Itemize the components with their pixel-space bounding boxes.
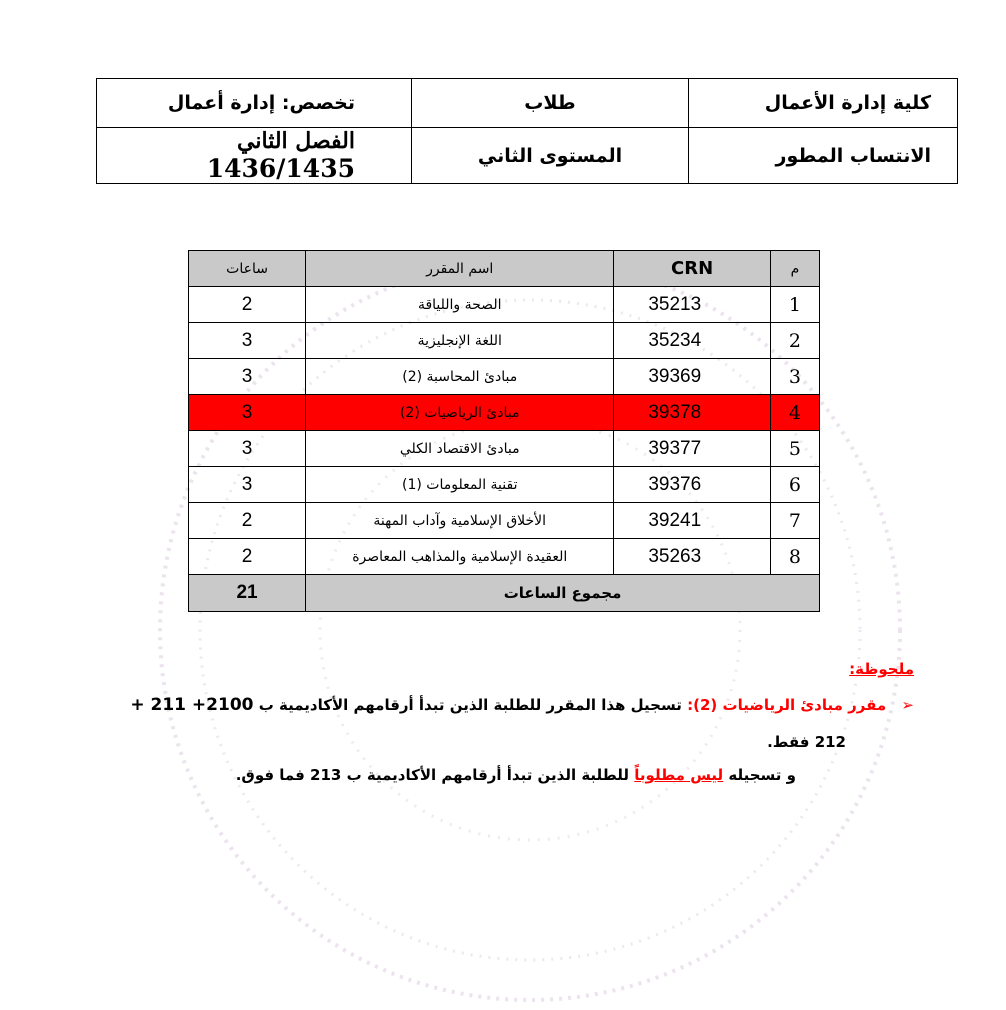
college-cell: كلية إدارة الأعمال bbox=[689, 79, 958, 128]
semester-cell bbox=[97, 128, 412, 184]
total-label: مجموع الساعات bbox=[306, 575, 820, 612]
course-row bbox=[189, 431, 820, 467]
course-name: الأخلاق الإسلامية وآداب المهنة bbox=[306, 503, 614, 539]
note-line3-emphasis: ليس مطلوباً bbox=[634, 766, 724, 784]
course-row bbox=[189, 359, 820, 395]
course-hours: 3 bbox=[189, 395, 306, 431]
course-hours: 3 bbox=[189, 323, 306, 359]
courses-header-row bbox=[189, 251, 820, 287]
note-line1-numbers: 2100+ 211 + bbox=[130, 695, 254, 715]
major-cell: تخصص: إدارة أعمال bbox=[97, 79, 412, 128]
course-crn: 35263 bbox=[614, 539, 771, 575]
note-title: ملحوظة: bbox=[849, 660, 914, 678]
course-index: 8 bbox=[770, 539, 819, 575]
header-table bbox=[96, 78, 958, 184]
course-name: مبادئ المحاسبة (2) bbox=[306, 359, 614, 395]
course-hours: 3 bbox=[189, 467, 306, 503]
course-index: 1 bbox=[770, 287, 819, 323]
course-crn: 35234 bbox=[614, 323, 771, 359]
course-index: 4 bbox=[770, 395, 819, 431]
total-row bbox=[189, 575, 820, 612]
col-header-crn: CRN bbox=[614, 251, 771, 287]
note-line3-prefix: و تسجيله bbox=[728, 766, 796, 784]
col-header-course-name: اسم المقرر bbox=[306, 251, 614, 287]
course-index: 3 bbox=[770, 359, 819, 395]
note-line3-text: للطلبة الذين تبدأ أرقامهم الأكاديمية ب 213 فما فوق. bbox=[235, 766, 630, 784]
course-hours: 2 bbox=[189, 503, 306, 539]
semester-years: 1436/1435 bbox=[206, 154, 355, 183]
course-row bbox=[189, 323, 820, 359]
course-name: تقنية المعلومات (1) bbox=[306, 467, 614, 503]
note-line-1 bbox=[96, 695, 914, 715]
course-index: 6 bbox=[770, 467, 819, 503]
course-index: 2 bbox=[770, 323, 819, 359]
course-row bbox=[189, 287, 820, 323]
total-hours: 21 bbox=[189, 575, 306, 612]
course-crn: 39376 bbox=[614, 467, 771, 503]
course-name: مبادئ الاقتصاد الكلي bbox=[306, 431, 614, 467]
course-name: مبادئ الرياضيات (2) bbox=[306, 395, 614, 431]
note-line-3 bbox=[96, 766, 796, 784]
col-header-index: م bbox=[770, 251, 819, 287]
course-hours: 2 bbox=[189, 539, 306, 575]
course-crn: 39378 bbox=[614, 395, 771, 431]
students-cell: طلاب bbox=[412, 79, 689, 128]
col-header-hours: ساعات bbox=[189, 251, 306, 287]
note-line1-text: تسجيل هذا المقرر للطلبة الذين تبدأ أرقامهم الأكاديمية ب bbox=[258, 696, 682, 714]
course-name: اللغة الإنجليزية bbox=[306, 323, 614, 359]
semester-label: الفصل الثاني bbox=[237, 128, 355, 154]
arrow-bullet-icon: ➢ bbox=[901, 696, 914, 714]
note-line-2: 212 فقط. bbox=[767, 733, 846, 751]
course-crn: 39369 bbox=[614, 359, 771, 395]
course-hours: 2 bbox=[189, 287, 306, 323]
course-hours: 3 bbox=[189, 359, 306, 395]
course-index: 5 bbox=[770, 431, 819, 467]
course-hours: 3 bbox=[189, 431, 306, 467]
course-row bbox=[189, 539, 820, 575]
course-name: العقيدة الإسلامية والمذاهب المعاصرة bbox=[306, 539, 614, 575]
course-row bbox=[189, 503, 820, 539]
level-cell: المستوى الثاني bbox=[412, 128, 689, 184]
course-crn: 35213 bbox=[614, 287, 771, 323]
course-name: الصحة واللياقة bbox=[306, 287, 614, 323]
course-crn: 39377 bbox=[614, 431, 771, 467]
course-row bbox=[189, 467, 820, 503]
note-course: مقرر مبادئ الرياضيات (2): bbox=[687, 696, 887, 714]
program-cell: الانتساب المطور bbox=[689, 128, 958, 184]
course-crn: 39241 bbox=[614, 503, 771, 539]
courses-table bbox=[188, 250, 820, 612]
course-index: 7 bbox=[770, 503, 819, 539]
course-row bbox=[189, 395, 820, 431]
